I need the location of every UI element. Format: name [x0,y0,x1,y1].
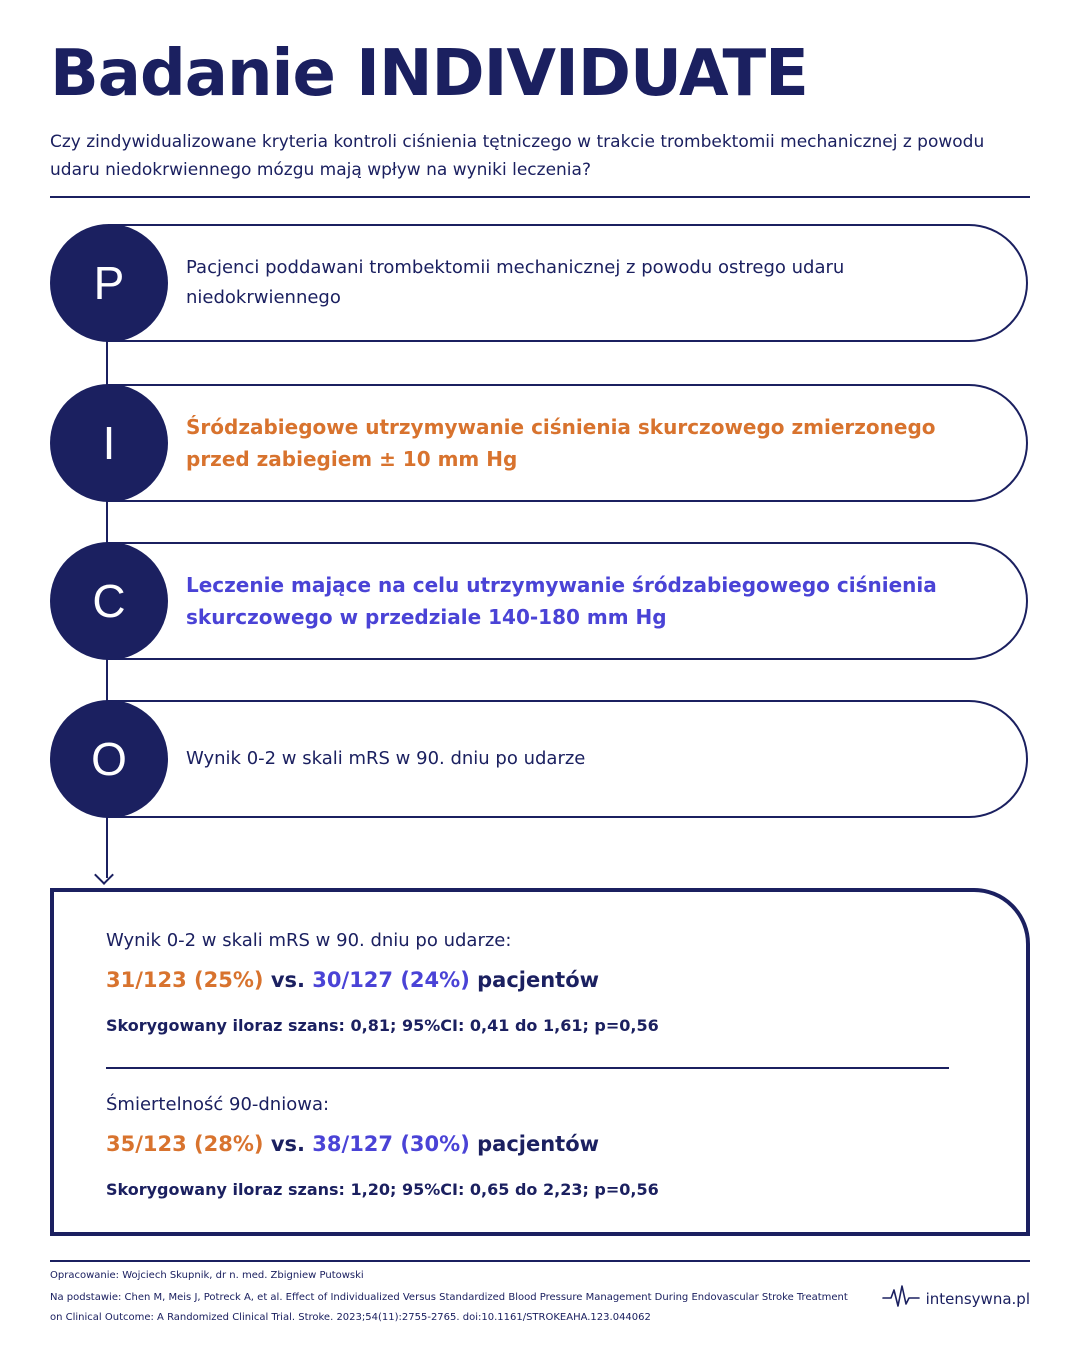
footer-divider [50,1260,1030,1262]
page-title: Badanie INDIVIDUATE [50,37,808,111]
arrow-down-icon [94,865,114,885]
pico-text-outcome: Wynik 0-2 w skali mRS w 90. dniu po udarze [186,748,586,769]
brand-name: intensywna.pl [925,1290,1030,1308]
pico-text-population: Pacjenci poddawani trombektomii mechanicznej z powodu ostrego udaru niedokrwiennego [186,257,845,308]
outcome2-detail: Skorygowany iloraz szans: 1,20; 95%CI: 0,65 do 2,23; p=0,56 [106,1180,659,1199]
pico-letter-circle: I [50,384,168,502]
pico-letter-circle: C [50,542,168,660]
pico-row-p [50,224,1030,342]
outcome2-vs: vs. [270,1132,305,1156]
footer-author: Opracowanie: Wojciech Skupnik, dr n. med. Zbigniew Putowski [50,1270,364,1281]
outcome2-intervention-value: 35/123 (28%) [106,1132,264,1156]
outcome1-label: Wynik 0-2 w skali mRS w 90. dniu po udarze: [106,930,512,951]
pico-text-comparison: Leczenie mające na celu utrzymywanie śródzabiegowego ciśnienia skurczowego w przedziale 140-180 mm Hg [186,573,937,629]
study-question: Czy zindywidualizowane kryteria kontroli ciśnienia tętniczego w trakcie trombektomii mechanicznej z powodu udaru niedokrwiennego mózgu mają wpływ na wyniki leczenia? [50,132,985,180]
footer-source: Na podstawie: Chen M, Meis J, Potreck A, et al. Effect of Individualized Versus Standardized Blood Pressure Management During Endovascular Stroke Treatment on Clinical Outcome: A Randomized Clinical Trial. Stroke. 2023;54(11):2755-2765. doi:10.1161/STROKEAHA.123.044062 [50,1292,848,1323]
outcome1-vs: vs. [270,968,305,992]
results-panel [50,888,1030,1236]
pico-row-i [50,384,1030,502]
brand-logo[interactable] [882,1284,1030,1314]
outcome1-values [106,968,599,992]
pico-letter-circle: O [50,700,168,818]
pico-row-o [50,700,1030,818]
outcome2-unit: pacjentów [477,1132,600,1156]
results-divider [106,1067,949,1069]
heartbeat-icon [882,1284,920,1314]
outcome1-control-value: 30/127 (24%) [312,968,470,992]
header-divider [50,196,1030,198]
pico-letter-circle: P [50,224,168,342]
outcome2-control-value: 38/127 (30%) [312,1132,470,1156]
pico-text-intervention: Śródzabiegowe utrzymywanie ciśnienia skurczowego zmierzonego przed zabiegiem ± 10 mm Hg [186,415,936,471]
pico-row-c [50,542,1030,660]
outcome2-values [106,1132,599,1156]
outcome2-label: Śmiertelność 90-dniowa: [106,1094,330,1115]
outcome1-unit: pacjentów [477,968,600,992]
outcome1-detail: Skorygowany iloraz szans: 0,81; 95%CI: 0,41 do 1,61; p=0,56 [106,1016,659,1035]
outcome1-intervention-value: 31/123 (25%) [106,968,264,992]
